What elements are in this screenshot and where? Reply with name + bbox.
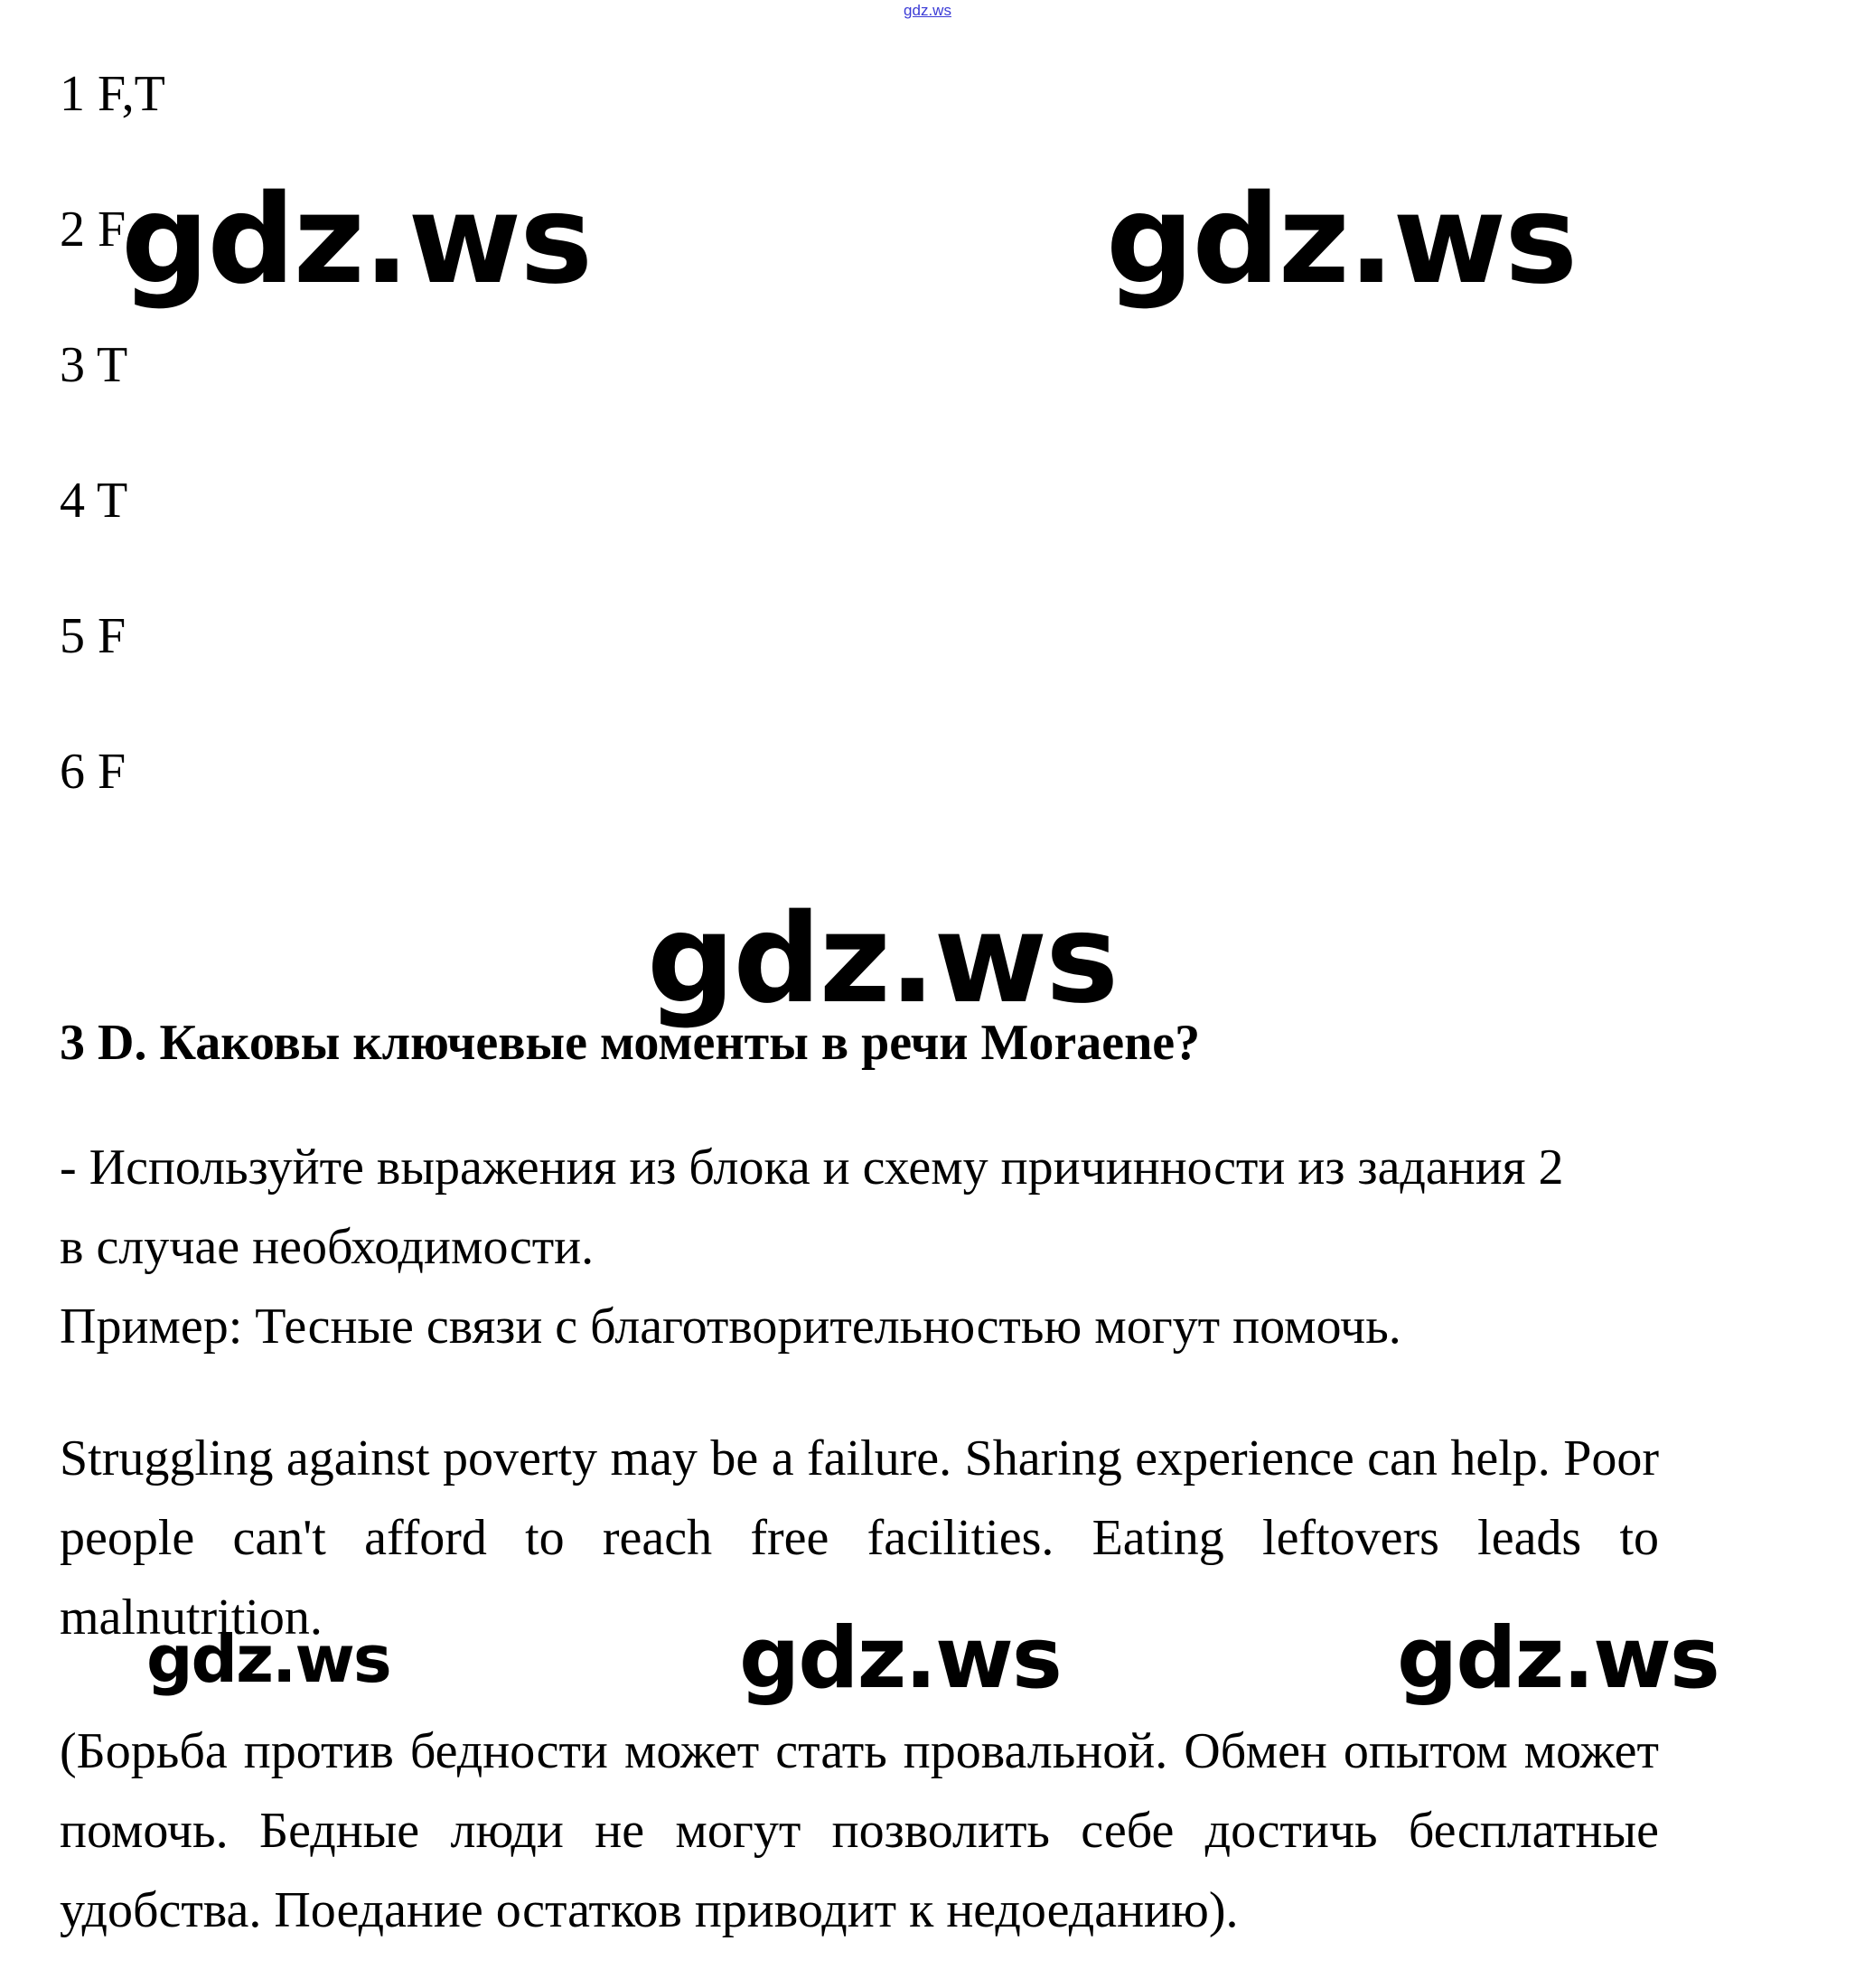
watermark-logo: gdz.ws xyxy=(1397,1609,1719,1708)
task-heading: 3 D. Каковы ключевые моменты в речи Moraene? xyxy=(60,1015,1201,1071)
answer-4: 4 T xyxy=(60,473,128,529)
answer-1: 1 F,T xyxy=(60,66,165,122)
watermark-logo: gdz.ws xyxy=(1106,169,1577,312)
watermark-logo: gdz.ws xyxy=(146,1621,390,1697)
answer-5: 5 F xyxy=(60,608,126,664)
watermark-logo: gdz.ws xyxy=(121,169,592,312)
russian-translation-paragraph: (Борьба против бедности может стать провальной. Обмен опытом может помочь. Бедные люди не могут позволить себе достичь бесплатные удобства. Поедание остатков приводит к недоеданию). xyxy=(60,1723,1659,1938)
task-instruction-line-2: в случае необходимости. xyxy=(60,1219,595,1275)
watermark-logo: gdz.ws xyxy=(739,1609,1061,1708)
watermark-logo: gdz.ws xyxy=(647,888,1118,1031)
answer-2: 2 F xyxy=(60,202,126,258)
english-answer-paragraph: Struggling against poverty may be a failure. Sharing experience can help. Poor people can't afford to reach free facilities. Eating leftovers leads to malnutrition. xyxy=(60,1430,1659,1646)
task-example: Пример: Тесные связи с благотворительностью могут помочь. xyxy=(60,1299,1401,1355)
task-instruction-line-1: - Используйте выражения из блока и схему причинности из задания 2 xyxy=(60,1139,1564,1196)
answer-3: 3 T xyxy=(60,337,128,393)
answer-6: 6 F xyxy=(60,744,126,800)
top-watermark-link[interactable]: gdz.ws xyxy=(904,2,951,19)
